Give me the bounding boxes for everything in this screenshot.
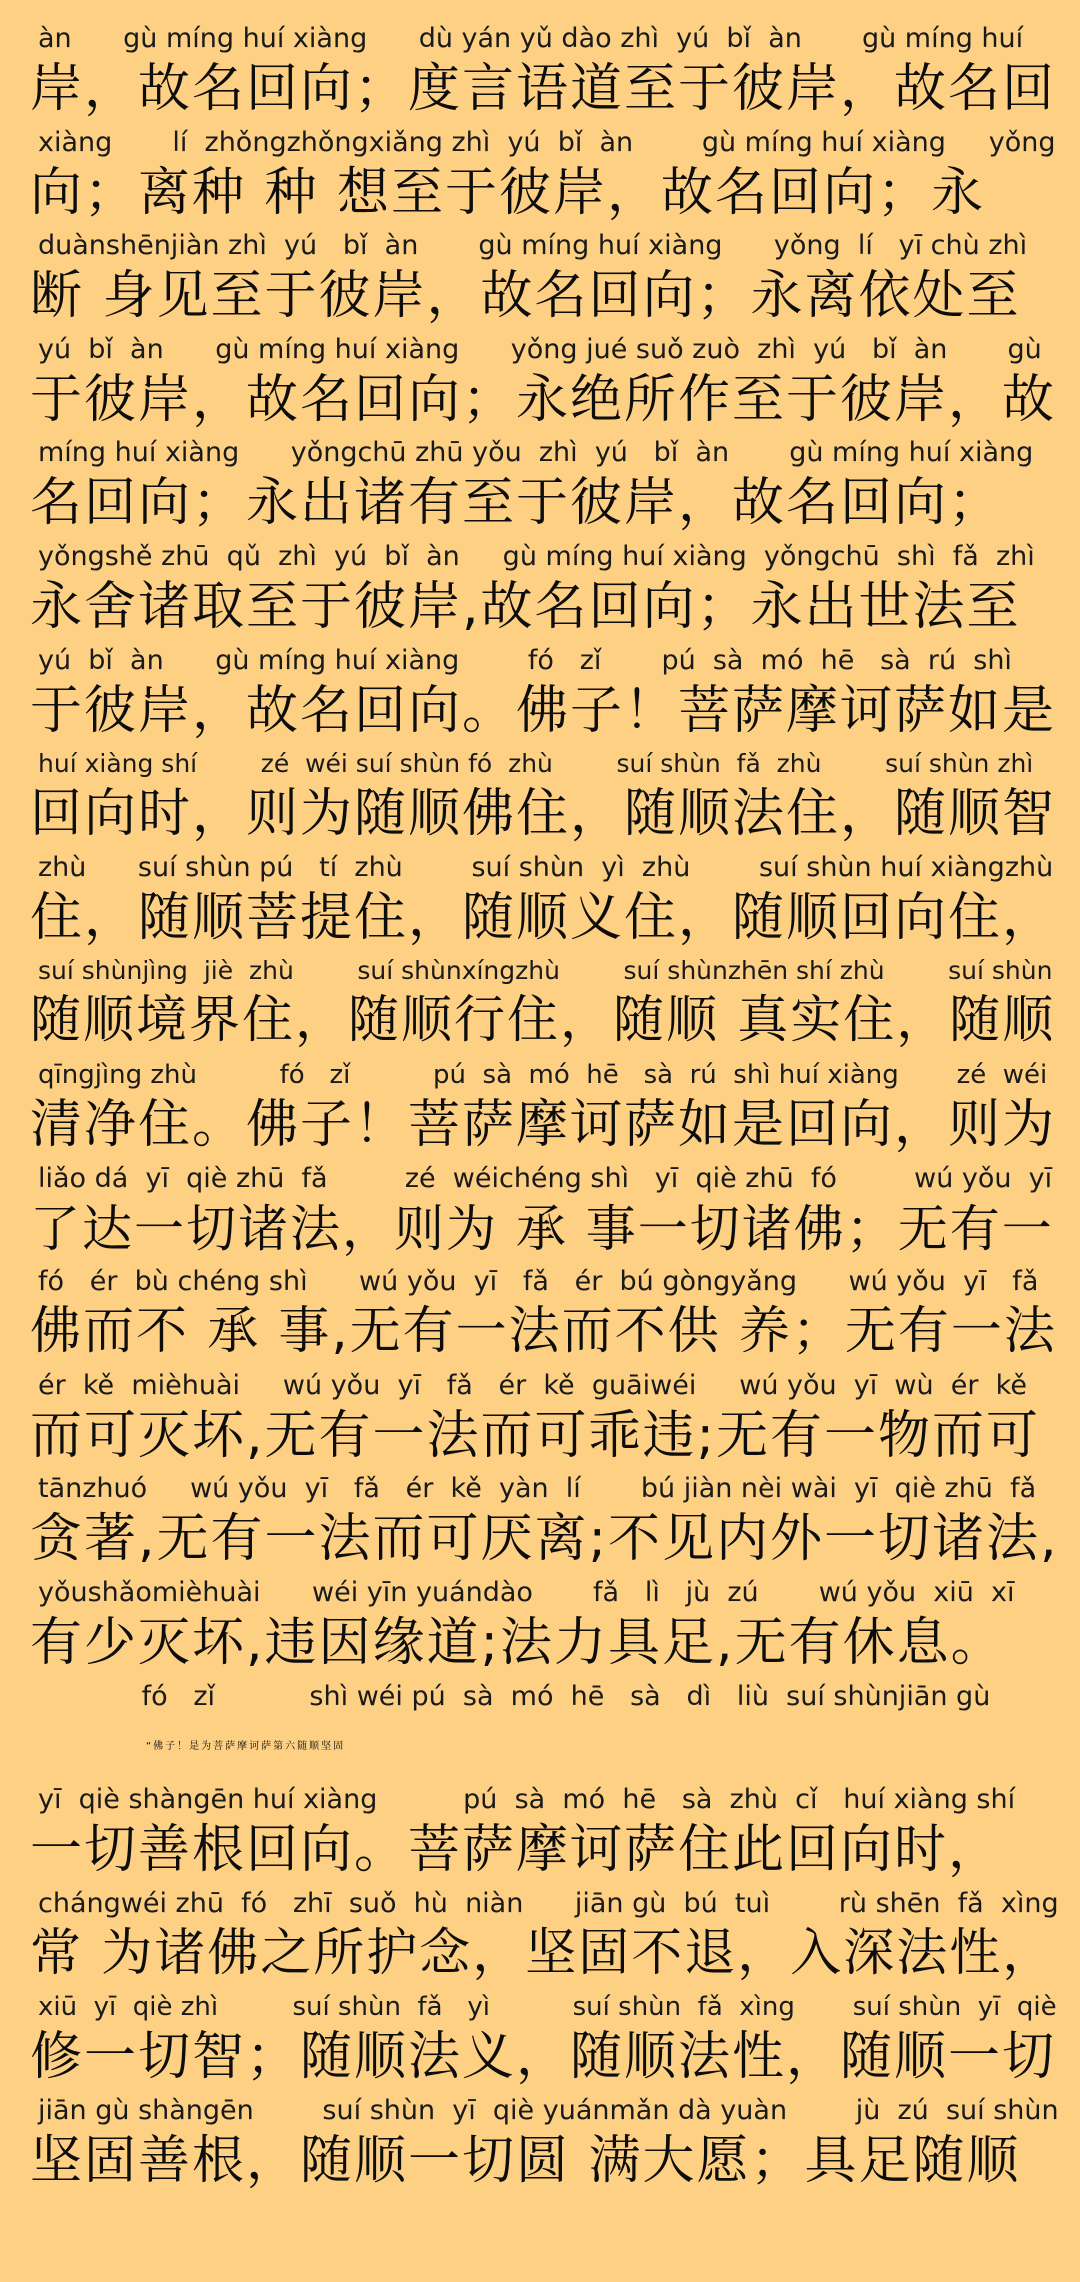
text-line [30, 747, 1060, 851]
pinyin-annotation: zhù suí shùn pú tí zhù suí shùn yì zhù suí shùn huí xiàngzhù [38, 851, 1054, 883]
chinese-text: 向；离种 种 想至于彼岸，故名回向；永 [30, 162, 986, 223]
pinyin-annotation: duànshēnjiàn zhì yú bǐ àn gù míng huí xiàng yǒng lí yī chù zhì [38, 230, 1028, 262]
pinyin-annotation: yǒushǎomièhuài wéi yīn yuándào fǎ lì jù zú wú yǒu xiū xī [38, 1577, 1015, 1608]
chinese-text: 随顺境界住，随顺行住，随顺 真实住，随顺 [30, 991, 1056, 1051]
text-line [30, 1887, 1060, 1991]
chinese-text: 岸，故名回向；度言语道至于彼岸，故名回 [30, 59, 1057, 119]
pinyin-annotation: yú bǐ àn gù míng huí xiàng fó zǐ pú sà mó hē sà rú shì [38, 644, 1012, 676]
pinyin-annotation: xiū yī qiè zhì suí shùn fǎ yì suí shùn fǎ xìng suí shùn yī qiè [38, 1992, 1057, 2023]
pinyin-annotation: xiàng lí zhǒngzhǒngxiǎng zhì yú bǐ àn gù míng huí xiàng yǒng [38, 126, 1056, 158]
pinyin-annotation: huí xiàng shí zé wéi suí shùn fó zhù suí shùn fǎ zhù suí shùn zhì [38, 749, 1034, 779]
pinyin-annotation: yú bǐ àn gù míng huí xiàng yǒng jué suǒ zuò zhì yú bǐ àn gù [38, 333, 1042, 365]
pinyin-annotation: àn gù míng huí xiàng dù yán yǔ dào zhì yú bǐ àn gù míng huí [38, 23, 1024, 54]
text-line [30, 1265, 1060, 1369]
chinese-text: 名回向；永出诸有至于彼岸，故名回向； [30, 473, 1003, 534]
text-line [30, 851, 1060, 955]
pinyin-annotation: yī qiè shàngēn huí xiàng pú sà mó hē sà zhù cǐ huí xiàng shí [38, 1784, 1016, 1816]
text-line [30, 540, 1060, 644]
chinese-text: 永舍诸取至于彼岸,故名回向；永出世法至 [30, 577, 1021, 637]
text-line [30, 1472, 1060, 1576]
text-line [30, 1369, 1060, 1473]
text-line [30, 1990, 1060, 2094]
pinyin-annotation: míng huí xiàng yǒngchū zhū yǒu zhì yú bǐ àn gù míng huí xiàng [38, 437, 1034, 469]
chinese-text: 了达一切诸法，则为 承 事一切诸佛；无有一 [30, 1199, 1054, 1258]
text-line [30, 1576, 1060, 1680]
chinese-text: 而可灭坏,无有一法而可乖违;无有一物而可 [30, 1405, 1041, 1466]
chinese-text: 清净住。佛子！菩萨摩诃萨如是回向，则为 [30, 1095, 1057, 1155]
chinese-text: 坚固善根，随顺一切圆 满大愿；具足随顺 [30, 2131, 1021, 2191]
chinese-text: 于彼岸，故名回向。佛子！菩萨摩诃萨如是 [30, 680, 1057, 741]
chinese-text: 贪著,无有一法而可厌离;不见内外一切诸法, [30, 1509, 1059, 1570]
chinese-text: 于彼岸，故名回向；永绝所作至于彼岸，故 [30, 369, 1057, 430]
text-line [30, 333, 1060, 437]
pinyin-annotation: fó zǐ shì wéi pú sà mó hē sà dì liù suí shùnjiān gù [30, 1680, 991, 1712]
pinyin-annotation: tānzhuó wú yǒu yī fǎ ér kě yàn lí bú jiàn nèi wài yī qiè zhū fǎ [38, 1473, 1037, 1505]
pinyin-annotation: chángwéi zhū fó zhī suǒ hù niàn jiān gù bú tuì rù shēn fǎ xìng [38, 1887, 1059, 1919]
text-line [30, 1162, 1060, 1266]
text-line [30, 954, 1060, 1058]
text-line [30, 126, 1060, 230]
text-line [30, 1058, 1060, 1162]
text-line [30, 1680, 1060, 1784]
chinese-text: 住，随顺菩提住，随顺义住，随顺回向住， [30, 887, 1057, 948]
pinyin-annotation: suí shùnjìng jiè zhù suí shùnxíngzhù suí shùnzhēn shí zhù suí shùn [38, 956, 1053, 986]
pinyin-annotation: ér kě mièhuài wú yǒu yī fǎ ér kě guāiwéi wú yǒu yī wù ér kě [38, 1369, 1027, 1401]
chinese-text: 常 为诸佛之所护念，坚固不退，入深法性， [30, 1923, 1056, 1983]
chinese-text: 有少灭坏,违因缘道;法力具足,无有休息。 [30, 1613, 1005, 1673]
chinese-text: 修一切智；随顺法义，随顺法性，随顺一切 [30, 2027, 1057, 2088]
chinese-text: 佛而不 承 事,无有一法而不供 养；无有一法 [30, 1302, 1057, 1362]
text-line [30, 1783, 1060, 1887]
chinese-text: “佛子！是为菩萨摩诃萨第六随顺坚固 [146, 1740, 346, 1752]
pinyin-annotation: fó ér bù chéng shì wú yǒu yī fǎ ér bú gòngyǎng wú yǒu yī fǎ [38, 1266, 1039, 1298]
text-line [30, 229, 1060, 333]
pinyin-annotation: liǎo dá yī qiè zhū fǎ zé wéichéng shì yī qiè zhū fó wú yǒu yī [38, 1162, 1053, 1194]
text-line [30, 2094, 1060, 2198]
chinese-text: 一切善根回向。菩萨摩诃萨住此回向时， [30, 1820, 1003, 1881]
text-line [30, 644, 1060, 748]
pinyin-annotation: qīngjìng zhù fó zǐ pú sà mó hē sà rú shì huí xiàng zé wéi [38, 1060, 1048, 1090]
chinese-text: 断 身见至于彼岸，故名回向；永离依处至 [30, 266, 1021, 327]
chinese-text: 回向时，则为随顺佛住，随顺法住，随顺智 [30, 784, 1057, 845]
pinyin-annotation: jiān gù shàngēn suí shùn yī qiè yuánmǎn dà yuàn jù zú suí shùn [38, 2095, 1059, 2126]
text-line [30, 436, 1060, 540]
pinyin-annotation: yǒngshě zhū qǔ zhì yú bǐ àn gù míng huí xiàng yǒngchū shì fǎ zhì [38, 541, 1035, 572]
text-line [30, 22, 1060, 126]
